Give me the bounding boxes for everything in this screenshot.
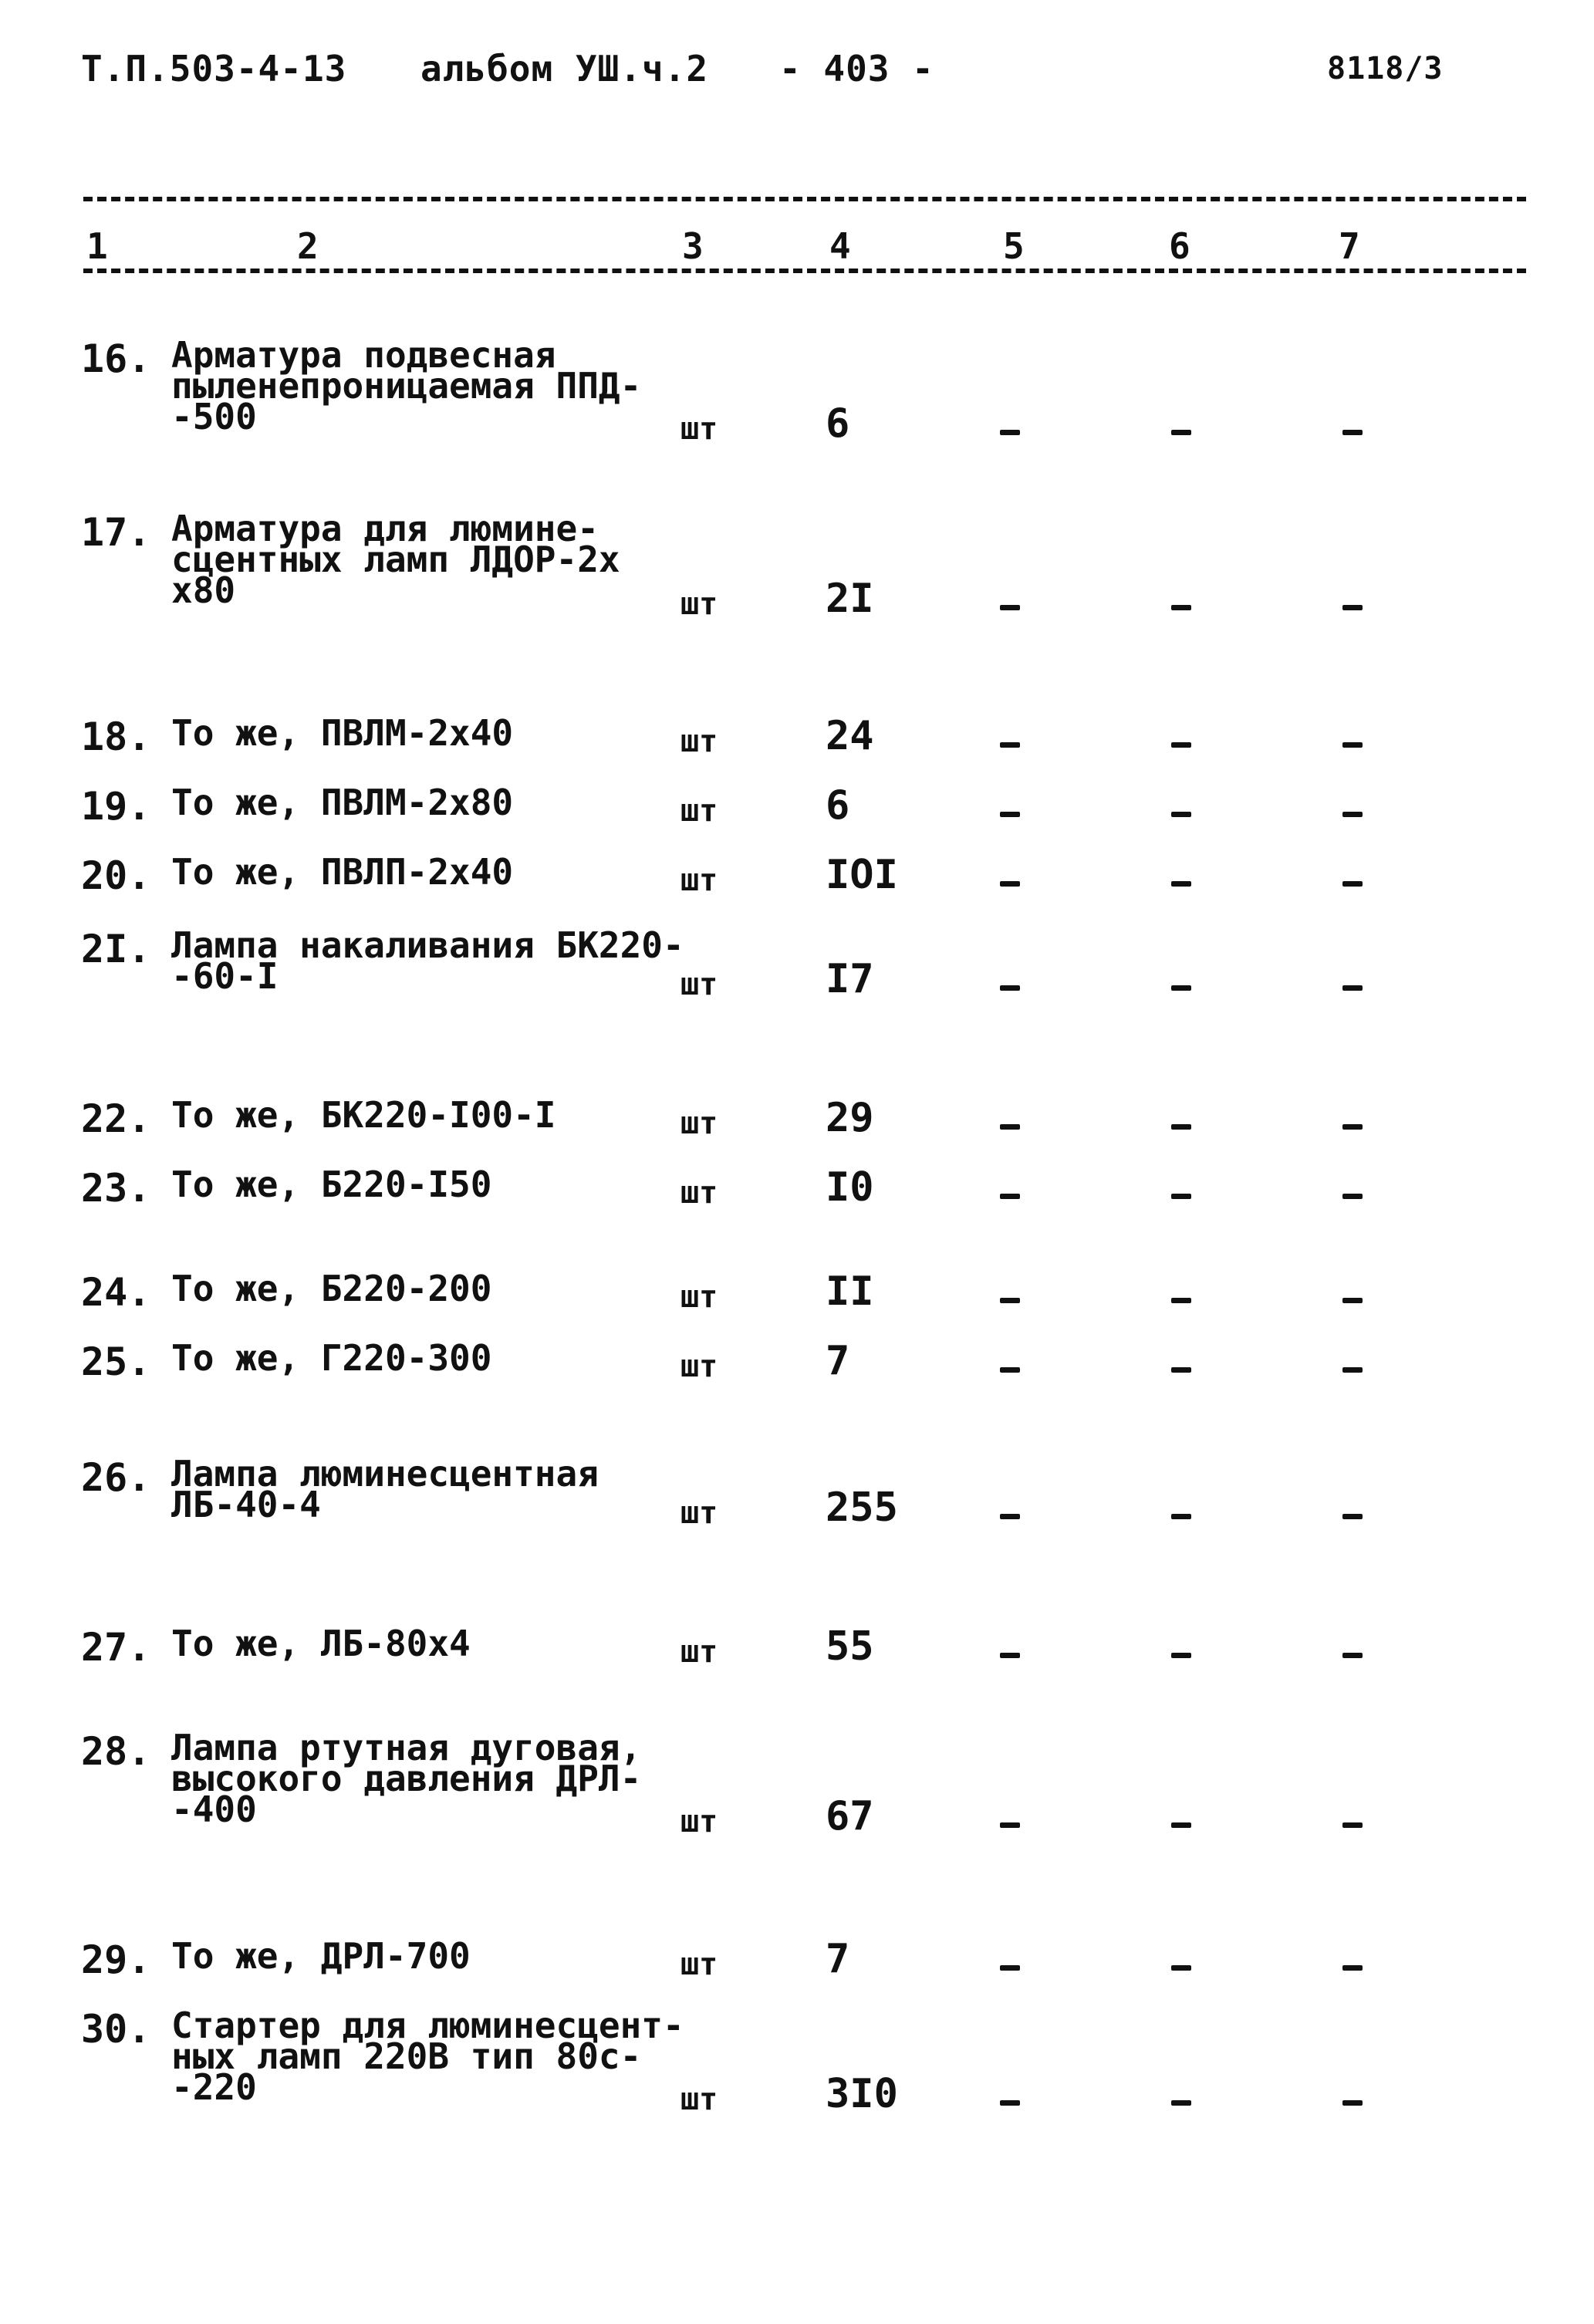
empty-cell-dash-col6 [1171,1965,1191,1971]
empty-cell-dash-col6 [1171,742,1191,748]
empty-cell-dash-col7 [1342,2100,1363,2106]
empty-cell-dash-col7 [1342,1653,1363,1658]
row-number: 25. [81,1339,151,1384]
header-bottom-rule [83,269,1526,273]
empty-cell-dash-col6 [1171,605,1191,610]
empty-cell-dash-col7 [1342,1965,1363,1971]
empty-cell-dash-col5 [1000,1653,1020,1658]
quantity-value: 7 [826,1338,850,1384]
unit-label: шт [680,1634,718,1670]
quantity-value: I7 [826,956,874,1002]
item-name: То же, Г220-300 [171,1337,492,1379]
empty-cell-dash-col5 [1000,1822,1020,1828]
empty-cell-dash-col5 [1000,605,1020,610]
unit-label: шт [680,2082,718,2117]
unit-label: шт [680,1947,718,1982]
unit-label: шт [680,1106,718,1141]
quantity-value: 55 [826,1623,874,1670]
quantity-value: IOI [826,852,898,898]
empty-cell-dash-col6 [1171,1653,1191,1658]
item-name: То же, ЛБ-80х4 [171,1623,471,1664]
empty-cell-dash-col6 [1171,2100,1191,2106]
empty-cell-dash-col5 [1000,1194,1020,1199]
unit-label: шт [680,411,718,447]
row-number: 22. [81,1096,151,1141]
empty-cell-dash-col5 [1000,1124,1020,1130]
empty-cell-dash-col5 [1000,2100,1020,2106]
empty-cell-dash-col5 [1000,881,1020,887]
quantity-value: II [826,1268,874,1315]
unit-label: шт [680,586,718,622]
empty-cell-dash-col6 [1171,985,1191,991]
empty-cell-dash-col5 [1000,812,1020,817]
column-number-7: 7 [1339,225,1360,267]
empty-cell-dash-col5 [1000,430,1020,435]
quantity-value: 2I [826,576,874,622]
row-number: 29. [81,1937,151,1982]
item-name: Лампа накаливания БК220- -60-I [171,924,684,997]
unit-label: шт [680,793,718,829]
row-number: 26. [81,1455,151,1500]
item-name: То же, Б220-200 [171,1268,492,1309]
empty-cell-dash-col7 [1342,1124,1363,1130]
quantity-value: 29 [826,1095,874,1141]
column-number-6: 6 [1169,225,1190,267]
empty-cell-dash-col7 [1342,1367,1363,1373]
quantity-value: I0 [826,1164,874,1211]
column-number-2: 2 [297,225,319,267]
column-number-1: 1 [86,225,108,267]
item-name: То же, ПВЛП-2х40 [171,851,514,893]
quantity-value: 3I0 [826,2071,898,2117]
quantity-value: 6 [826,782,850,829]
row-number: 18. [81,714,151,759]
empty-cell-dash-col7 [1342,742,1363,748]
item-name: Арматура подвесная пыленепроницаемая ППД- -500 [171,334,642,437]
quantity-value: 6 [826,400,850,447]
empty-cell-dash-col6 [1171,1124,1191,1130]
empty-cell-dash-col5 [1000,1298,1020,1303]
document-code: Т.П.503-4-13 [81,48,347,90]
unit-label: шт [680,1495,718,1531]
item-name: То же, ПВЛМ-2х80 [171,782,514,823]
page-number: - 403 - [779,48,934,90]
row-number: 23. [81,1166,151,1211]
item-name: То же, ДРЛ-700 [171,1935,471,1977]
row-number: 16. [81,336,151,381]
quantity-value: 24 [826,713,874,759]
empty-cell-dash-col5 [1000,1965,1020,1971]
empty-cell-dash-col6 [1171,881,1191,887]
empty-cell-dash-col7 [1342,881,1363,887]
empty-cell-dash-col7 [1342,605,1363,610]
empty-cell-dash-col6 [1171,1194,1191,1199]
empty-cell-dash-col6 [1171,1298,1191,1303]
quantity-value: 7 [826,1936,850,1982]
empty-cell-dash-col7 [1342,1822,1363,1828]
row-number: 30. [81,2007,151,2052]
header-top-rule [83,197,1526,201]
row-number: 24. [81,1270,151,1315]
empty-cell-dash-col7 [1342,1194,1363,1199]
empty-cell-dash-col7 [1342,1298,1363,1303]
unit-label: шт [680,1804,718,1839]
unit-label: шт [680,1279,718,1315]
album-label: альбом УШ.ч.2 [420,48,709,90]
empty-cell-dash-col5 [1000,1514,1020,1519]
unit-label: шт [680,1349,718,1384]
row-number: 17. [81,510,151,555]
item-name: Стартер для люминесцент- ных ламп 220В тип 80с- -220 [171,2005,684,2108]
item-name: Лампа ртутная дуговая, высокого давления ДРЛ- -400 [171,1727,642,1830]
item-name: То же, БК220-I00-I [171,1094,556,1136]
quantity-value: 67 [826,1793,874,1839]
item-name: То же, Б220-I50 [171,1164,492,1205]
row-number: 28. [81,1729,151,1774]
empty-cell-dash-col6 [1171,430,1191,435]
item-name: Арматура для люмине- сцентных ламп ЛДОР-2х х80 [171,508,620,611]
row-number: 20. [81,853,151,898]
unit-label: шт [680,1175,718,1211]
item-name: Лампа люминесцентная ЛБ-40-4 [171,1453,599,1525]
empty-cell-dash-col7 [1342,985,1363,991]
empty-cell-dash-col6 [1171,1367,1191,1373]
empty-cell-dash-col5 [1000,985,1020,991]
column-number-5: 5 [1003,225,1025,267]
empty-cell-dash-col5 [1000,742,1020,748]
row-number: 2I. [81,927,151,971]
empty-cell-dash-col6 [1171,1514,1191,1519]
empty-cell-dash-col7 [1342,430,1363,435]
quantity-value: 255 [826,1485,898,1531]
empty-cell-dash-col7 [1342,812,1363,817]
empty-cell-dash-col5 [1000,1367,1020,1373]
empty-cell-dash-col7 [1342,1514,1363,1519]
unit-label: шт [680,967,718,1002]
unit-label: шт [680,724,718,759]
unit-label: шт [680,863,718,898]
item-name: То же, ПВЛМ-2х40 [171,712,514,754]
row-number: 19. [81,784,151,829]
sheet-number: 8118/3 [1327,51,1444,86]
empty-cell-dash-col6 [1171,1822,1191,1828]
row-number: 27. [81,1625,151,1670]
column-number-3: 3 [682,225,704,267]
empty-cell-dash-col6 [1171,812,1191,817]
column-number-4: 4 [829,225,851,267]
